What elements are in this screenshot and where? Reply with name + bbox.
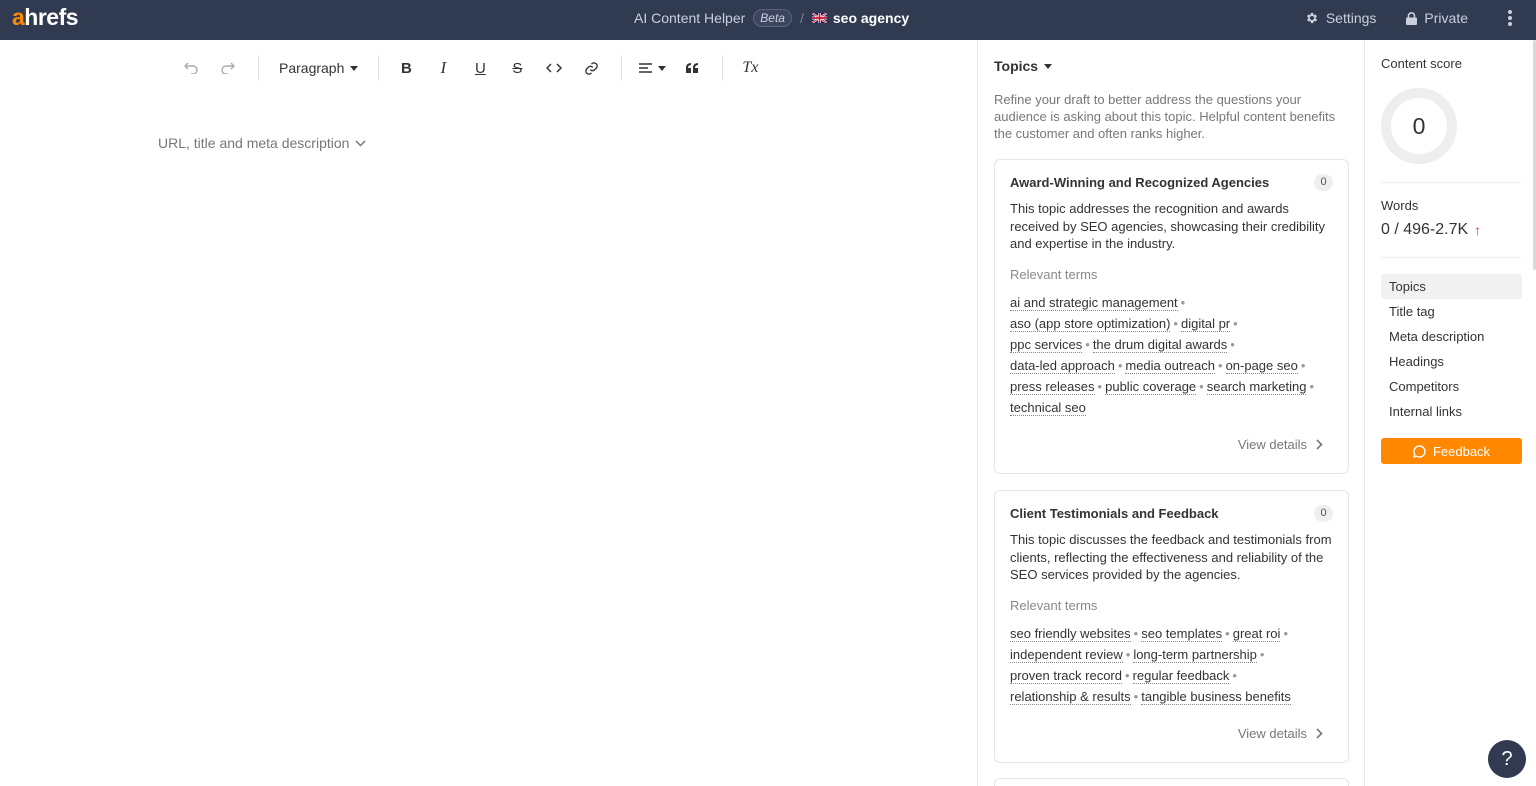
term-row [1010,376,1340,397]
chat-bubble-icon [1413,445,1426,458]
words-value: 0 / 496-2.7K [1381,221,1469,238]
words-count [1381,221,1481,239]
relevant-term[interactable]: independent review [1010,647,1123,662]
feedback-label: Feedback [1432,443,1491,459]
chevron-right-icon [1316,728,1323,739]
sidebar-item-competitors[interactable]: Competitors [1389,379,1460,394]
gear-icon [1305,11,1319,25]
topics-dropdown[interactable] [994,58,1052,74]
term-separator: • [1133,626,1139,641]
relevant-term[interactable]: proven track record [1010,668,1122,683]
view-details-label: View details [1237,437,1307,452]
term-separator: • [1180,295,1186,310]
editor-pane [0,40,978,786]
term-row [1010,623,1340,644]
relevant-term[interactable]: ai and strategic management [1010,295,1178,310]
term-row [1010,355,1340,376]
sidebar-item-internal-links[interactable]: Internal links [1389,404,1462,419]
settings-label: Settings [1325,10,1377,26]
code-icon [546,63,562,73]
undo-icon [184,62,198,74]
topic-card [994,778,1349,786]
url-title-meta-toggle[interactable] [158,135,366,151]
topics-intro: Refine your draft to better address the questions your audience is asking about this topic. Helpful content benefits the customer and often ranks higher. [994,92,1336,141]
topic-card-count: 0 [1314,505,1333,522]
term-separator: • [1117,358,1123,373]
beta-badge: Beta [753,9,792,27]
code-button[interactable] [539,53,569,83]
words-label: Words [1381,198,1419,213]
breadcrumb-separator: / [799,10,804,26]
topic-card-description: This topic discusses the feedback and testimonials from clients, reflecting the effectiveness and reliability of the SEO services provided by the agencies. [1010,532,1332,582]
undo-button[interactable] [176,53,206,83]
bold-button[interactable]: B [400,59,412,77]
align-left-icon [639,63,652,73]
blockquote-button[interactable] [677,53,707,83]
topic-card-description: This topic addresses the recognition and awards received by SEO agencies, showcasing their credibility and expertise in the industry. [1010,201,1326,251]
term-separator: • [1125,668,1130,683]
relevant-term[interactable]: media outreach [1125,358,1215,373]
arrow-up-icon: ↑ [1474,222,1482,238]
view-details-label: View details [1237,726,1307,741]
relevant-term[interactable]: tangible business benefits [1141,689,1291,704]
relevant-term[interactable]: aso (app store optimization) [1010,316,1171,331]
relevant-term[interactable]: seo friendly websites [1010,626,1131,641]
relevant-term[interactable]: on-page seo [1225,358,1298,373]
url-title-meta-label: URL, title and meta description [158,135,350,151]
align-dropdown[interactable] [634,53,670,83]
relevant-term[interactable]: great roi [1232,626,1281,641]
relevant-term[interactable]: technical seo [1010,400,1086,415]
sidebar-item-meta-description[interactable]: Meta description [1389,329,1485,344]
relevant-term[interactable]: long-term partnership [1133,647,1257,662]
chevron-right-icon [1316,439,1323,450]
editor-toolbar [176,52,772,84]
term-row [1010,313,1340,334]
toolbar-divider [258,55,259,81]
divider [1381,257,1521,258]
topics-header: Topics [994,58,1039,74]
term-separator: • [1173,316,1178,331]
score-sidebar [1366,40,1536,786]
term-separator: • [1233,316,1238,331]
topic-card-title: Client Testimonials and Feedback [1010,506,1219,521]
relevant-term[interactable]: seo templates [1141,626,1223,641]
sidebar-item-title-tag[interactable]: Title tag [1389,304,1435,319]
relevant-term[interactable]: search marketing [1206,379,1307,394]
relevant-term[interactable]: ppc services [1010,337,1083,352]
caret-down-icon [350,66,358,71]
app-name[interactable]: AI Content Helper [634,10,746,26]
content-score-value: 0 [1412,112,1426,139]
sidebar-nav [1381,274,1522,424]
term-row [1010,644,1340,665]
clear-format-button[interactable] [735,53,765,83]
term-row [1010,686,1340,707]
term-separator: • [1133,689,1139,704]
caret-down-icon [1044,64,1052,69]
caret-down-icon [658,66,666,71]
term-row [1010,292,1340,313]
relevant-terms-list [1010,623,1340,707]
topics-panel [979,40,1365,786]
clear-format-icon: Tx [742,59,759,76]
italic-button[interactable]: I [440,58,447,77]
top-actions [1275,9,1512,27]
term-row [1010,397,1340,418]
topic-card-count: 0 [1314,174,1333,191]
relevant-term[interactable]: digital pr [1180,316,1231,331]
link-icon [584,61,599,76]
term-separator: • [1283,626,1288,641]
term-separator: • [1230,337,1235,352]
term-separator: • [1225,626,1230,641]
term-separator: • [1085,337,1090,352]
relevant-terms-list [1010,292,1340,418]
chevron-down-icon [355,140,366,147]
toolbar-divider [621,55,622,81]
view-details-link[interactable] [1238,437,1323,452]
sidebar-item-topics[interactable]: Topics [1381,274,1522,299]
term-separator: • [1125,647,1131,662]
privacy-label: Private [1424,10,1468,26]
privacy-button[interactable] [1406,10,1468,26]
relevant-term[interactable]: the drum digital awards [1092,337,1228,352]
view-details-link[interactable] [1238,726,1323,741]
help-button[interactable]: ? [1488,740,1526,778]
topic-card [994,159,1349,474]
settings-button[interactable] [1305,10,1377,26]
term-separator: • [1259,647,1265,662]
relevant-terms-label: Relevant terms [1010,598,1098,613]
paragraph-style-dropdown[interactable] [271,60,366,76]
relevant-term[interactable]: data-led approach [1010,358,1115,373]
term-row [1010,334,1340,355]
toolbar-divider [722,55,723,81]
more-menu-icon[interactable] [1508,9,1512,27]
term-separator: • [1232,668,1237,683]
relevant-term[interactable]: press releases [1010,379,1095,394]
sidebar-item-headings[interactable]: Headings [1389,354,1444,369]
feedback-button[interactable] [1381,438,1522,464]
term-separator: • [1309,379,1315,394]
relevant-term[interactable]: relationship & results [1010,689,1131,704]
term-separator: • [1218,358,1223,373]
lock-icon [1406,12,1417,25]
toolbar-divider [378,55,379,81]
topic-card [994,490,1349,763]
topic-card-title: Award-Winning and Recognized Agencies [1010,175,1270,190]
content-score-ring [1381,88,1457,164]
relevant-term[interactable]: regular feedback [1132,668,1230,683]
relevant-term[interactable]: public coverage [1105,379,1197,394]
term-separator: • [1097,379,1103,394]
redo-icon [221,62,235,74]
quote-icon [686,63,699,73]
strikethrough-button[interactable]: S [512,59,523,77]
uk-flag-icon [812,13,827,23]
term-separator: • [1199,379,1204,394]
keyword-title: seo agency [832,10,910,26]
relevant-terms-label: Relevant terms [1010,267,1098,282]
paragraph-style-label: Paragraph [279,60,345,76]
term-separator: • [1300,358,1306,373]
content-score-label: Content score [1381,56,1462,71]
top-bar [0,0,1536,40]
redo-button[interactable] [213,53,243,83]
divider [1381,182,1521,183]
term-row [1010,665,1340,686]
ahrefs-logo[interactable]: ahrefs [12,4,79,30]
link-button[interactable] [576,53,606,83]
underline-button[interactable]: U [474,59,486,77]
breadcrumb [634,9,909,27]
